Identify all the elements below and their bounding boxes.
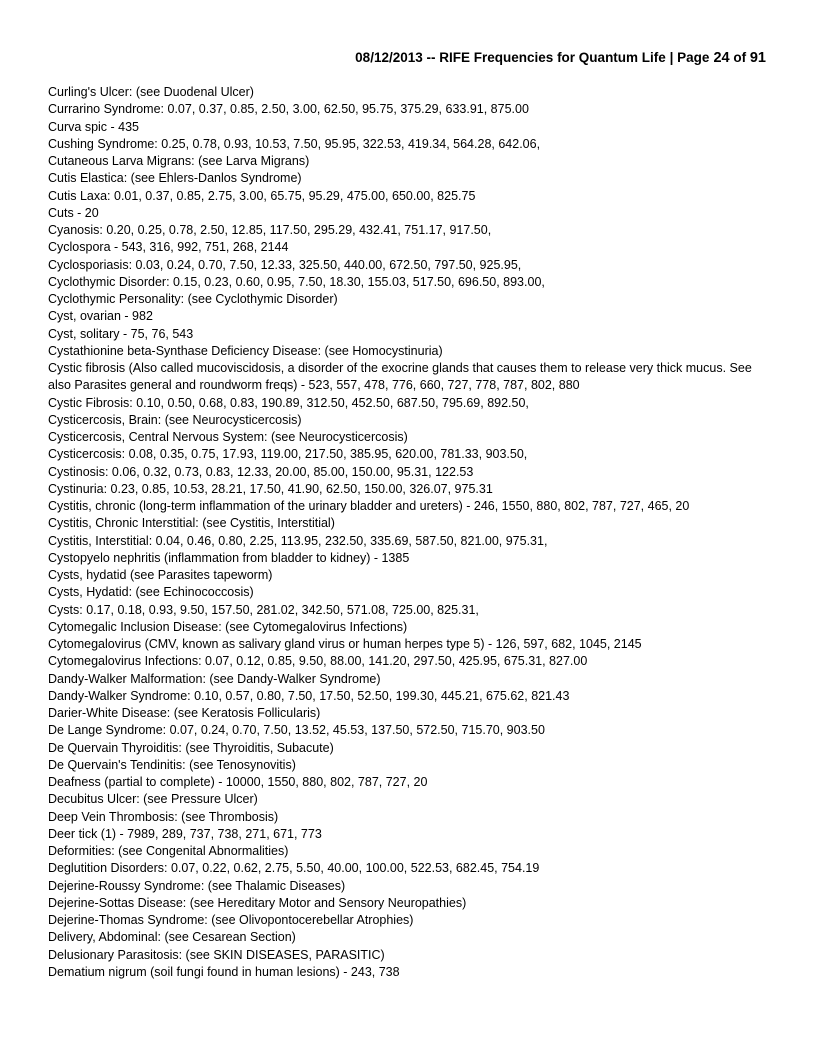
header-page-word: Page (677, 50, 710, 65)
list-item: Currarino Syndrome: 0.07, 0.37, 0.85, 2.50, 3.00, 62.50, 95.75, 375.29, 633.91, 875.00 (48, 102, 529, 117)
list-item: Curling's Ulcer: (see Duodenal Ulcer) (48, 85, 254, 99)
list-item: Cytomegalovirus (CMV, known as salivary gland virus or human herpes type 5) - 126, 597, 682, 1045, 2145 (48, 637, 642, 651)
header-page-number: 24 (713, 50, 730, 66)
list-item: Cystitis, Chronic Interstitial: (see Cystitis, Interstitial) (48, 516, 335, 531)
list-item: Cyst, ovarian - 982 (48, 309, 153, 324)
header-title: RIFE Frequencies for Quantum Life (439, 50, 666, 65)
list-item: Cysts, Hydatid: (see Echinococcosis) (48, 585, 254, 600)
list-item: Cyclothymic Personality: (see Cyclothymic Disorder) (48, 292, 338, 306)
list-item: Decubitus Ulcer: (see Pressure Ulcer) (48, 792, 258, 807)
list-item: Cystopyelo nephritis (inflammation from bladder to kidney) - 1385 (48, 550, 410, 565)
list-item: Deer tick (1) - 7989, 289, 737, 738, 271, 671, 773 (48, 826, 322, 841)
list-item: Cyanosis: 0.20, 0.25, 0.78, 2.50, 12.85, 117.50, 295.29, 432.41, 751.17, 917.50, (48, 223, 492, 237)
list-item: Cyclosporiasis: 0.03, 0.24, 0.70, 7.50, 12.33, 325.50, 440.00, 672.50, 797.50, 925.95, (48, 257, 522, 272)
list-item: Cysts, hydatid (see Parasites tapeworm) (48, 568, 273, 582)
list-item: Cytomegalovirus Infections: 0.07, 0.12, 0.85, 9.50, 88.00, 141.20, 297.50, 425.95, 675.31, 827.00 (48, 654, 588, 669)
list-item: Cutaneous Larva Migrans: (see Larva Migrans) (48, 154, 310, 168)
list-item: Cystic fibrosis (Also called mucoviscidosis, a disorder of the exocrine glands that causes them to release very thick mucus. See also Parasites general and roundworm freqs) - 523, 557, 478, 776, 660, 727, 778, 787, 802, 880 (48, 361, 752, 393)
header-of-word: of (733, 50, 747, 65)
list-item: De Lange Syndrome: 0.07, 0.24, 0.70, 7.50, 13.52, 45.53, 137.50, 572.50, 715.70, 903.50 (48, 723, 545, 738)
list-item: Cytomegalic Inclusion Disease: (see Cytomegalovirus Infections) (48, 619, 408, 634)
list-item: Cystic Fibrosis: 0.10, 0.50, 0.68, 0.83, 190.89, 312.50, 452.50, 687.50, 795.69, 892.50, (48, 395, 529, 410)
list-item: Cutis Laxa: 0.01, 0.37, 0.85, 2.75, 3.00, 65.75, 95.29, 475.00, 650.00, 825.75 (48, 188, 476, 203)
list-item: Dandy-Walker Syndrome: 0.10, 0.57, 0.80, 7.50, 17.50, 52.50, 199.30, 445.21, 675.62, 821.43 (48, 688, 570, 703)
list-item: Cystitis, Interstitial: 0.04, 0.46, 0.80, 2.25, 113.95, 232.50, 335.69, 587.50, 821.00, 975.31, (48, 533, 548, 548)
list-item: Cysticercosis, Brain: (see Neurocysticercosis) (48, 412, 302, 427)
list-item: Cystathionine beta-Synthase Deficiency Disease: (see Homocystinuria) (48, 343, 443, 358)
list-item: Deglutition Disorders: 0.07, 0.22, 0.62, 2.75, 5.50, 40.00, 100.00, 522.53, 682.45, 754.19 (48, 861, 540, 876)
list-item: Dejerine-Roussy Syndrome: (see Thalamic Diseases) (48, 878, 346, 893)
list-item: Cysts: 0.17, 0.18, 0.93, 9.50, 157.50, 281.02, 342.50, 571.08, 725.00, 825.31, (48, 602, 479, 617)
list-item: Darier-White Disease: (see Keratosis Follicularis) (48, 706, 321, 720)
list-item: Dandy-Walker Malformation: (see Dandy-Walker Syndrome) (48, 671, 381, 686)
list-item: Cysticercosis, Central Nervous System: (see Neurocysticercosis) (48, 430, 408, 444)
list-item: Cyclospora - 543, 316, 992, 751, 268, 2144 (48, 240, 289, 255)
list-item: Cystinuria: 0.23, 0.85, 10.53, 28.21, 17.50, 41.90, 62.50, 150.00, 326.07, 975.31 (48, 481, 493, 496)
list-item: Dejerine-Thomas Syndrome: (see Olivopontocerebellar Atrophies) (48, 913, 414, 927)
list-item: Delivery, Abdominal: (see Cesarean Section) (48, 930, 296, 945)
list-item: Delusionary Parasitosis: (see SKIN DISEASES, PARASITIC) (48, 947, 385, 962)
list-item: Cystinosis: 0.06, 0.32, 0.73, 0.83, 12.33, 20.00, 85.00, 150.00, 95.31, 122.53 (48, 464, 474, 479)
list-item: Curva spic - 435 (48, 119, 140, 134)
list-item: Cyst, solitary - 75, 76, 543 (48, 326, 194, 341)
list-item: Cushing Syndrome: 0.25, 0.78, 0.93, 10.53, 7.50, 95.95, 322.53, 419.34, 564.28, 642.06, (48, 136, 541, 151)
list-item: Cystitis, chronic (long-term inflammation of the urinary bladder and ureters) - 246, 1550, 880, 802, 787, 727, 465, 20 (48, 499, 690, 513)
list-item: De Quervain Thyroiditis: (see Thyroiditis, Subacute) (48, 740, 334, 755)
header-pipe: | (669, 50, 674, 65)
list-item: Deafness (partial to complete) - 10000, 1550, 880, 802, 787, 727, 20 (48, 775, 428, 789)
list-item: Deformities: (see Congenital Abnormalities) (48, 844, 289, 858)
list-item: Cuts - 20 (48, 205, 99, 220)
list-item: Dematium nigrum (soil fungi found in human lesions) - 243, 738 (48, 964, 400, 979)
list-item: Cutis Elastica: (see Ehlers-Danlos Syndrome) (48, 171, 302, 186)
list-item: De Quervain's Tendinitis: (see Tenosynovitis) (48, 757, 296, 772)
entry-list (48, 84, 770, 981)
header-date: 08/12/2013 (355, 50, 423, 65)
list-item: Cysticercosis: 0.08, 0.35, 0.75, 17.93, 119.00, 217.50, 385.95, 620.00, 781.33, 903.50, (48, 447, 528, 462)
list-item: Dejerine-Sottas Disease: (see Hereditary Motor and Sensory Neuropathies) (48, 895, 467, 910)
header-total-pages: 91 (749, 50, 766, 66)
header-separator: -- (426, 50, 436, 65)
page-header (355, 50, 766, 66)
list-item: Cyclothymic Disorder: 0.15, 0.23, 0.60, 0.95, 7.50, 18.30, 155.03, 517.50, 696.50, 893.00, (48, 274, 545, 289)
list-item: Deep Vein Thrombosis: (see Thrombosis) (48, 809, 279, 824)
